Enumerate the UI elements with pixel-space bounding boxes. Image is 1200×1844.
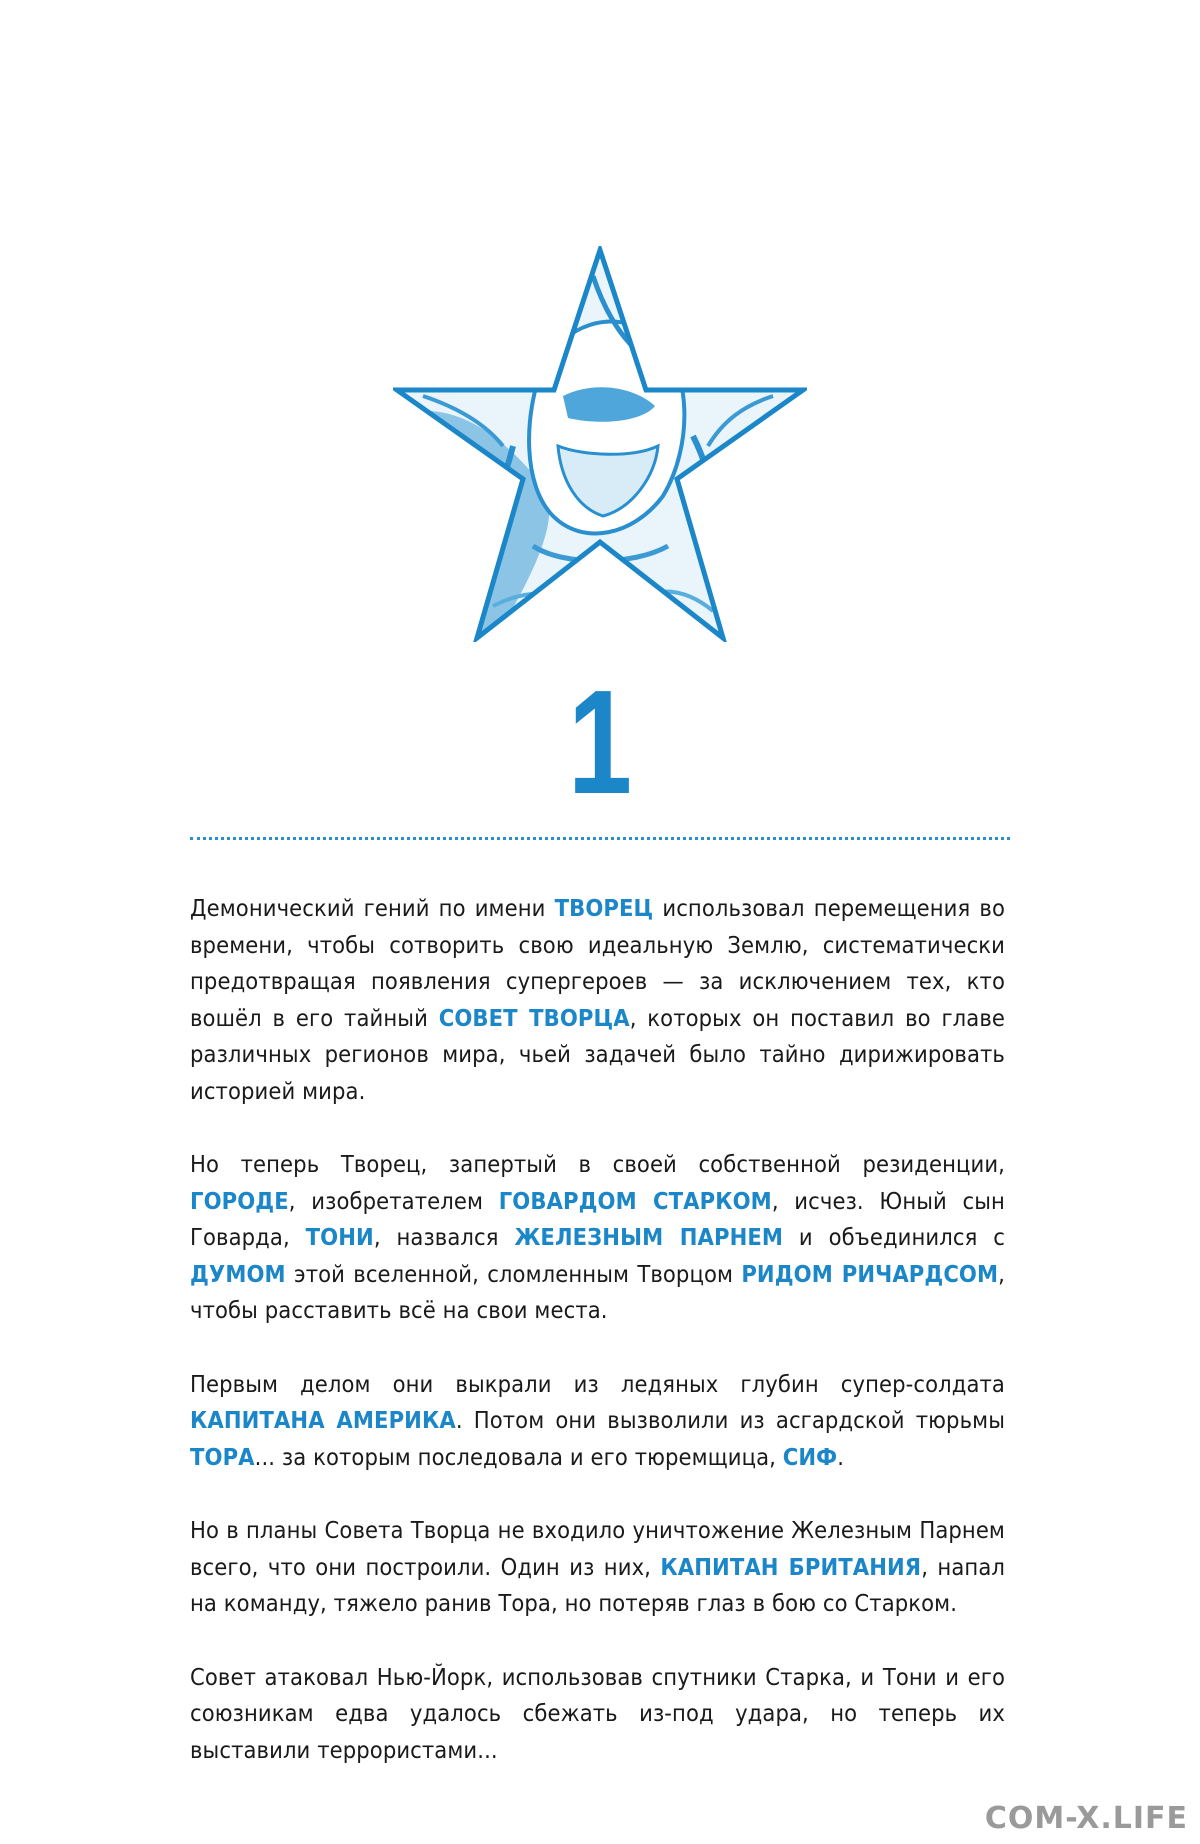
highlighted-name: КАПИТАНА АМЕРИКА [190, 1406, 456, 1434]
highlighted-name: ЖЕЛЕЗНЫМ ПАРНЕМ [514, 1223, 784, 1251]
highlighted-name: ГОВАРДОМ СТАРКОМ [498, 1186, 772, 1215]
recap-text [190, 890, 1005, 1805]
chapter-number: 1 [567, 660, 633, 825]
recap-text-segment: , изобретателем [288, 1186, 499, 1215]
dotted-divider [190, 837, 1010, 840]
recap-text-segment: использовал перемещения во времени, чтобы сотворить свою идеальную Землю, систематически предотвращая появления супергероев — за исключением тех, кто вошёл в его тайный [190, 894, 1006, 1032]
recap-paragraph-3 [190, 1366, 1005, 1476]
recap-text-segment: . Потом они вызволили из асгардской тюрьмы [455, 1406, 1005, 1434]
recap-text-segment: . [837, 1442, 845, 1471]
chapter-star-emblem [393, 246, 807, 642]
recap-text-segment: Совет атаковал Нью-Йорк, использовав спутники Старка, и Тони и его союзникам едва удалось сбежать из-под удара, но теперь их выставили террористами... [190, 1662, 1005, 1764]
recap-text-segment: Первым делом они выкрали из ледяных глубин супер-солдата [190, 1369, 1005, 1398]
highlighted-name: РИДОМ РИЧАРДСОМ [741, 1259, 999, 1288]
recap-text-segment: Но теперь Творец, запертый в своей собственной резиденции, [190, 1150, 1005, 1178]
recap-text-segment: Но в планы Совета Творца не входило уничтожение Железным Парнем всего, что они построили. Один из них, [190, 1516, 1005, 1581]
recap-text-segment: , напал на команду, тяжело ранив Тора, но потеряв глаз в бою со Старком. [190, 1552, 1005, 1617]
highlighted-name: ГОРОДЕ [190, 1186, 289, 1215]
site-watermark: COM-X.LIFE [984, 1801, 1188, 1836]
recap-paragraph-1 [190, 890, 1005, 1109]
recap-paragraph-2 [190, 1146, 1005, 1329]
recap-text-segment: Демонический гений по имени [190, 894, 555, 922]
recap-text-segment: и объединился с [783, 1223, 1005, 1251]
star-icon [393, 246, 807, 642]
recap-text-segment: , которых он поставил во главе различных регионов мира, чьей задачей было тайно дирижировать историей мира. [190, 1003, 1006, 1105]
recap-paragraph-5 [190, 1659, 1005, 1769]
recap-text-segment: ... за которым последовала и его тюремщица, [254, 1442, 783, 1471]
highlighted-name: ТОРА [190, 1442, 255, 1471]
highlighted-name: СОВЕТ ТВОРЦА [438, 1003, 630, 1032]
highlighted-name: ДУМОМ [190, 1259, 286, 1288]
recap-paragraph-4 [190, 1512, 1005, 1622]
highlighted-name: ТОНИ [305, 1223, 374, 1251]
recap-text-segment: , назвался [373, 1223, 515, 1251]
highlighted-name: СИФ [782, 1442, 838, 1471]
highlighted-name: КАПИТАН БРИТАНИЯ [660, 1552, 922, 1581]
highlighted-name: ТВОРЕЦ [554, 894, 654, 922]
recap-text-segment: этой вселенной, сломленным Творцом [285, 1259, 742, 1288]
recap-text-segment: , чтобы расставить всё на свои места. [190, 1259, 1005, 1324]
recap-text-segment: , исчез. Юный сын Говарда, [190, 1186, 1005, 1251]
